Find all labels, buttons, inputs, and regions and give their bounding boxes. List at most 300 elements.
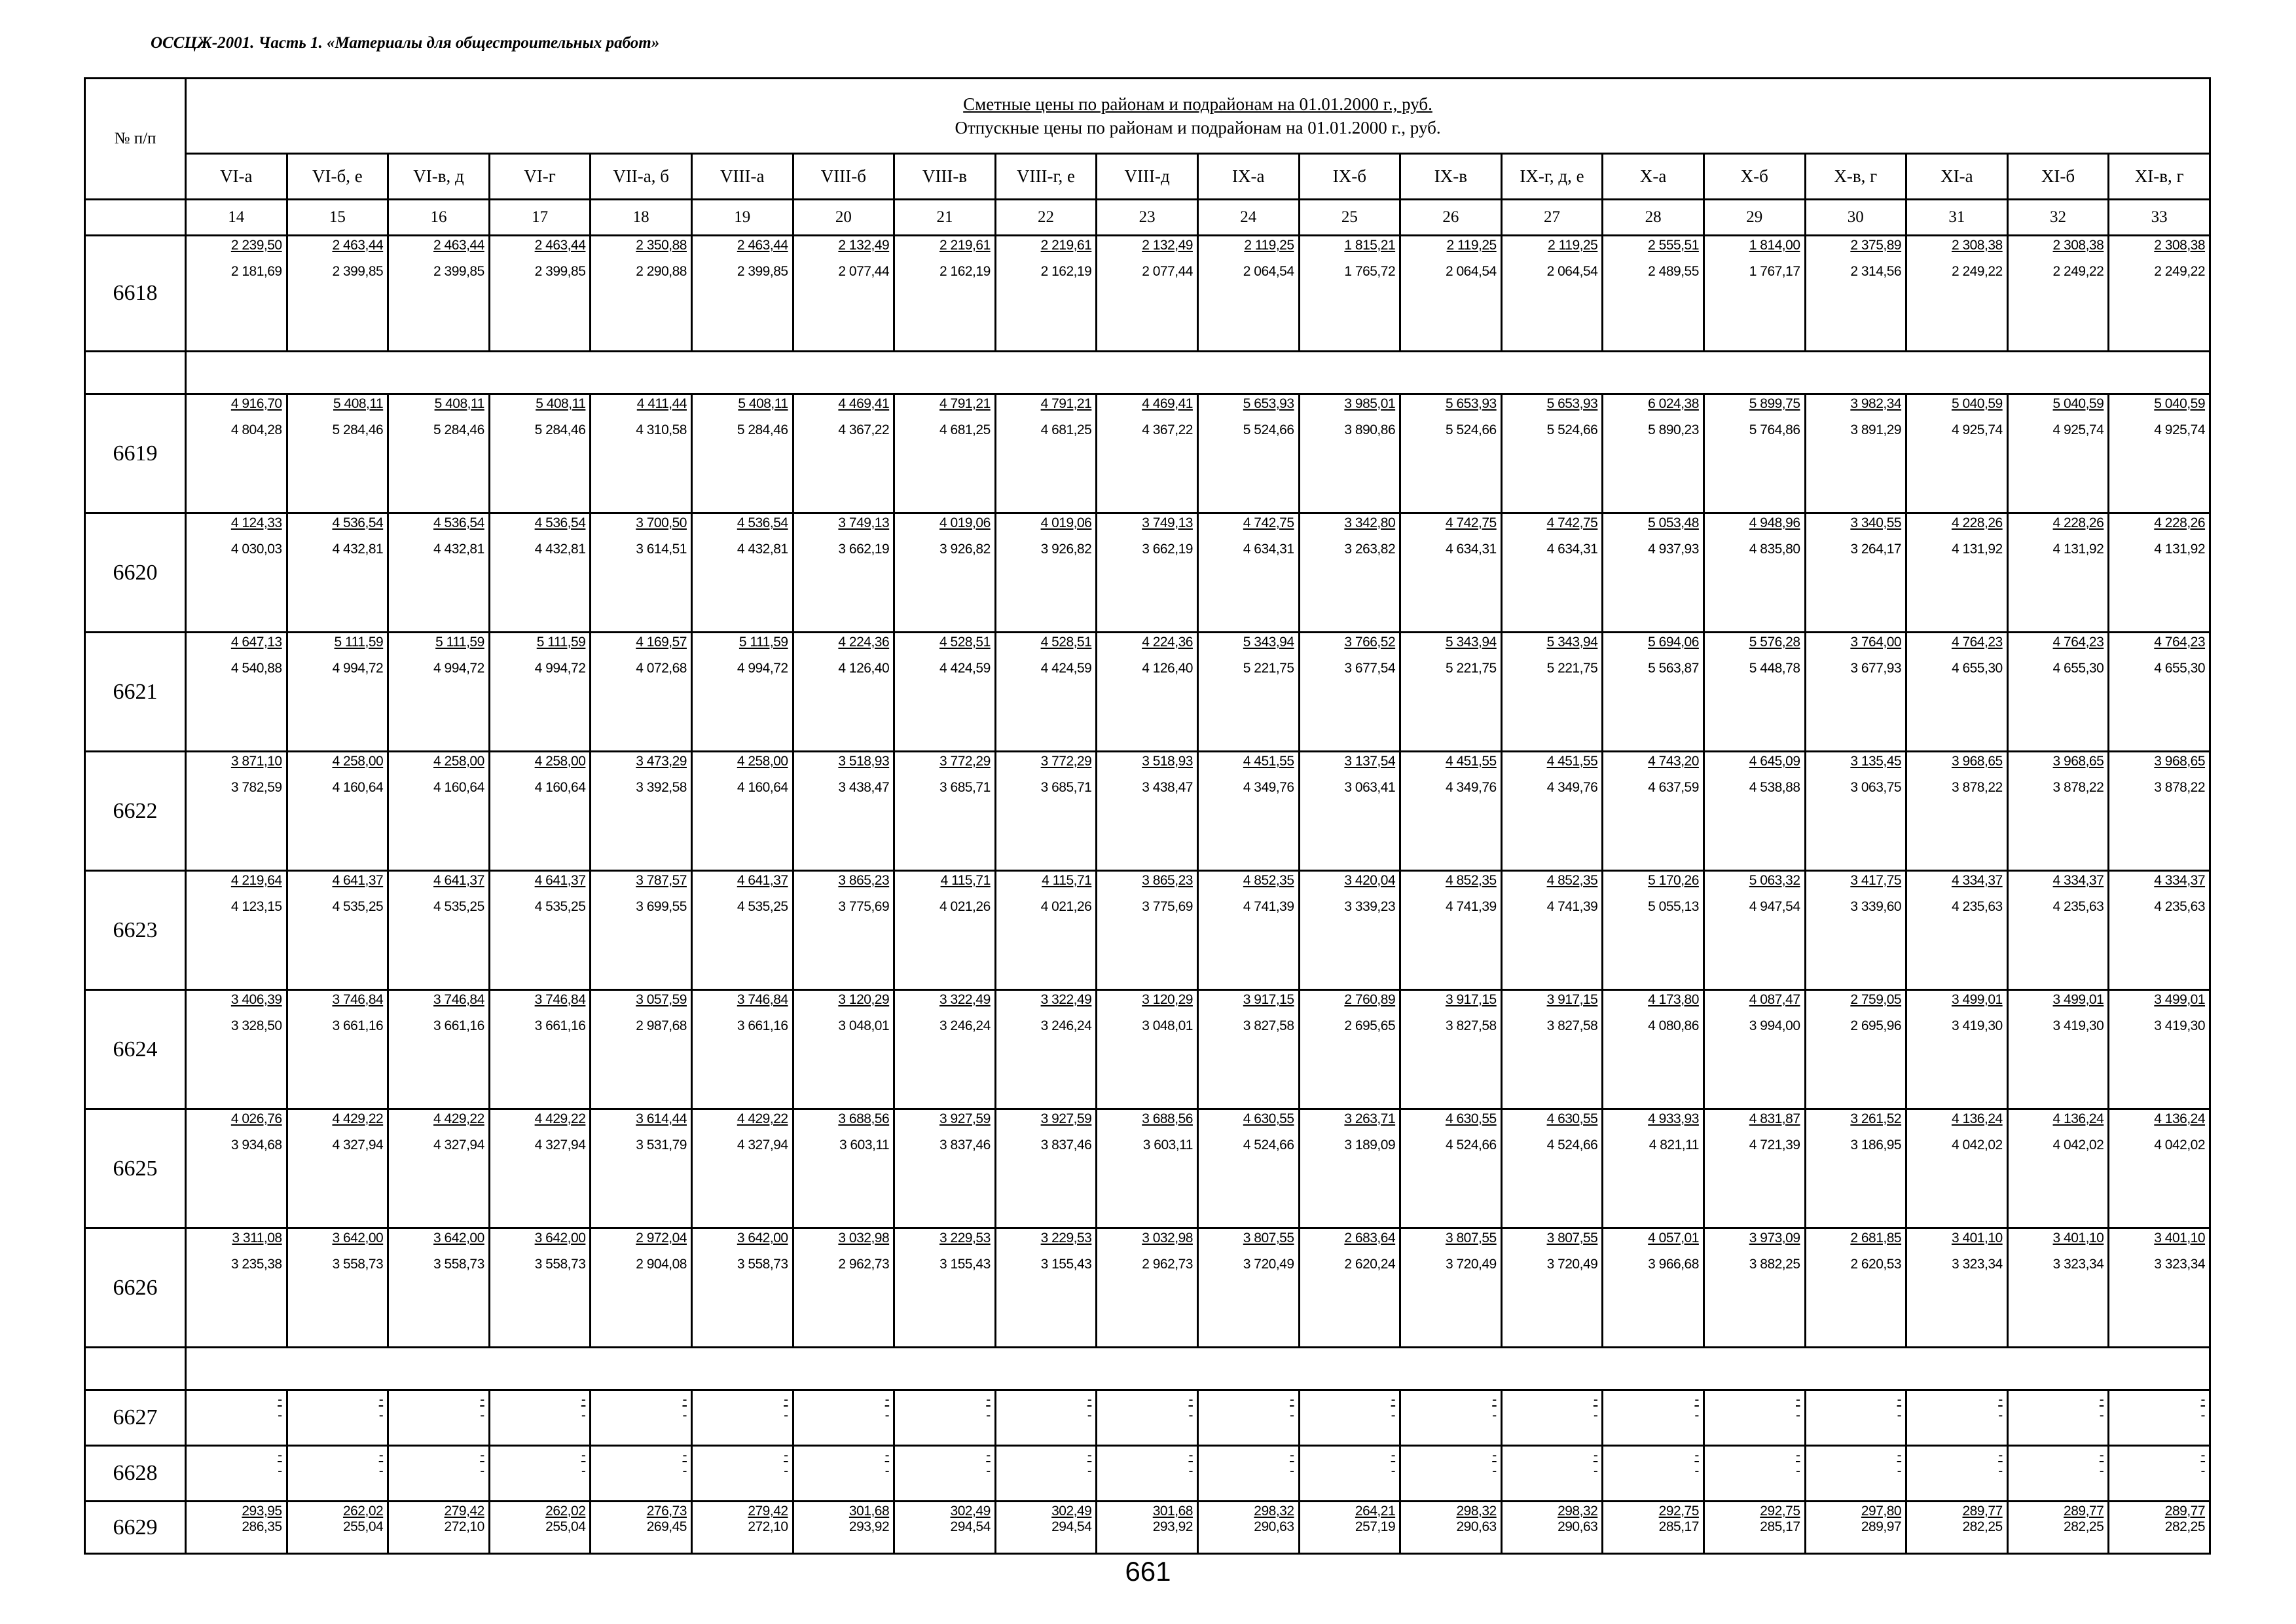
price-cell: [591, 1446, 692, 1502]
release-price: 2 962,73: [838, 1257, 890, 1272]
release-price: 5 890,23: [1648, 422, 1699, 437]
estimate-price: -: [1391, 1392, 1396, 1407]
release-price: 4 655,30: [2154, 661, 2206, 676]
estimate-price: 3 499,01: [2052, 992, 2104, 1007]
price-cell: [1400, 871, 1502, 990]
release-price: 3 438,47: [838, 780, 890, 795]
price-cell: [1603, 990, 1704, 1109]
estimate-price: 4 411,44: [636, 396, 687, 411]
estimate-price: 2 132,49: [838, 238, 890, 253]
estimate-price: -: [1593, 1392, 1598, 1407]
estimate-price: 4 764,23: [1951, 635, 2003, 650]
price-cell: [1603, 236, 1704, 352]
release-price: -: [278, 1408, 282, 1423]
release-price: -: [2099, 1408, 2104, 1423]
price-cell: [1299, 394, 1400, 513]
column-header-region: X-а: [1603, 154, 1704, 200]
price-cell: [1501, 513, 1603, 633]
price-cell: [287, 990, 388, 1109]
estimate-price: 4 528,51: [1040, 635, 1092, 650]
estimate-price: 3 642,00: [737, 1230, 788, 1246]
price-cell: [1097, 990, 1198, 1109]
release-price: 3 323,34: [1951, 1257, 2003, 1272]
price-cell: [2109, 1446, 2210, 1502]
release-price: 4 655,30: [1951, 661, 2003, 676]
release-price: 4 637,59: [1648, 780, 1699, 795]
column-number: 30: [1805, 200, 1906, 236]
price-cell: [1197, 990, 1299, 1109]
estimate-price: 3 263,71: [1344, 1111, 1396, 1126]
release-price: 4 235,63: [1951, 899, 2003, 914]
estimate-price: 3 807,55: [1243, 1230, 1294, 1246]
price-cell: [1906, 513, 2008, 633]
price-cell: [1805, 871, 1906, 990]
release-price: 3 882,25: [1749, 1257, 1800, 1272]
column-header-region: XI-а: [1906, 154, 2008, 200]
release-price: 4 424,59: [1040, 661, 1092, 676]
release-price: 2 064,54: [1546, 264, 1598, 279]
release-price: -: [682, 1464, 687, 1479]
estimate-price: 5 343,94: [1445, 635, 1497, 650]
release-price: 3 827,58: [1445, 1018, 1497, 1033]
estimate-price: 4 429,22: [332, 1111, 384, 1126]
estimate-price: 4 743,20: [1648, 754, 1699, 769]
release-price: 5 221,75: [1546, 661, 1598, 676]
estimate-price: 4 429,22: [534, 1111, 586, 1126]
estimate-price: 276,73: [646, 1504, 687, 1519]
estimate-price: 3 917,15: [1546, 992, 1598, 1007]
table-row: [85, 394, 2210, 513]
estimate-price: -: [278, 1392, 282, 1407]
price-cell: [186, 1228, 287, 1348]
price-cell: [489, 1502, 591, 1554]
release-price: 3 339,23: [1344, 899, 1396, 914]
release-price: 3 048,01: [1142, 1018, 1193, 1033]
estimate-price: 262,02: [545, 1504, 586, 1519]
price-cell: [1197, 236, 1299, 352]
estimate-price: -: [1290, 1448, 1294, 1463]
price-cell: [1906, 1109, 2008, 1228]
estimate-price: 3 401,10: [1951, 1230, 2003, 1246]
release-price: -: [1492, 1408, 1497, 1423]
release-price: 3 323,34: [2154, 1257, 2206, 1272]
estimate-price: 289,77: [2064, 1504, 2104, 1519]
estimate-price: 4 641,37: [534, 873, 586, 888]
price-cell: [388, 513, 490, 633]
estimate-price: -: [2200, 1448, 2206, 1463]
estimate-price: 4 469,41: [838, 396, 890, 411]
row-number: 6629: [85, 1502, 186, 1554]
price-cell: [1906, 394, 2008, 513]
price-cell: [691, 1228, 793, 1348]
price-cell: [1299, 1109, 1400, 1228]
release-price: -: [1998, 1408, 2003, 1423]
release-price: 4 349,76: [1243, 780, 1294, 795]
estimate-price: 3 642,00: [534, 1230, 586, 1246]
price-cell: [894, 1390, 996, 1446]
price-cell: [1097, 752, 1198, 871]
release-price: -: [1188, 1408, 1193, 1423]
price-cell: [1603, 1390, 1704, 1446]
price-cell: [1704, 1502, 1805, 1554]
estimate-price: 4 334,37: [1951, 873, 2003, 888]
release-price: -: [1796, 1464, 1800, 1479]
price-cell: [1704, 394, 1805, 513]
price-cell: [186, 1109, 287, 1228]
release-price: 4 123,15: [230, 899, 282, 914]
column-number: 18: [591, 200, 692, 236]
release-price: 4 021,26: [1040, 899, 1092, 914]
price-cell: [1400, 1502, 1502, 1554]
release-price: 4 937,93: [1648, 542, 1699, 557]
price-cell: [1603, 871, 1704, 990]
price-cell: [591, 752, 692, 871]
release-price: 4 535,25: [332, 899, 384, 914]
estimate-price: 3 787,57: [636, 873, 687, 888]
estimate-price: 3 917,15: [1243, 992, 1294, 1007]
price-cell: [1906, 1390, 2008, 1446]
estimate-price: 4 124,33: [230, 515, 282, 530]
price-cell: [388, 752, 490, 871]
release-price: -: [1087, 1408, 1092, 1423]
price-cell: [1097, 236, 1198, 352]
price-cell: [1197, 394, 1299, 513]
price-cell: [1704, 990, 1805, 1109]
column-number: 21: [894, 200, 996, 236]
price-cell: [2007, 1446, 2109, 1502]
estimate-price: 3 342,80: [1344, 515, 1396, 530]
release-price: -: [1290, 1408, 1294, 1423]
column-header-region: VI-а: [186, 154, 287, 200]
release-price: 4 524,66: [1445, 1137, 1497, 1153]
price-cell: [2007, 236, 2109, 352]
price-cell: [489, 871, 591, 990]
release-price: 3 661,16: [332, 1018, 384, 1033]
release-price: 3 063,75: [1850, 780, 1902, 795]
estimate-price: 4 228,26: [2052, 515, 2104, 530]
price-cell: [1704, 513, 1805, 633]
price-cell: [1299, 1228, 1400, 1348]
price-cell: [287, 513, 388, 633]
estimate-price: 4 219,64: [230, 873, 282, 888]
price-cell: [2109, 1502, 2210, 1554]
estimate-price: -: [884, 1392, 890, 1407]
release-price: -: [2200, 1464, 2206, 1479]
release-price: 4 925,74: [2154, 422, 2206, 437]
spacer-cell-number: [85, 352, 186, 394]
price-cell: [1805, 1228, 1906, 1348]
release-price: 2 620,53: [1850, 1257, 1902, 1272]
estimate-price: 3 746,84: [433, 992, 484, 1007]
release-price: 3 775,69: [838, 899, 890, 914]
estimate-price: 2 683,64: [1344, 1230, 1396, 1246]
estimate-price: 1 814,00: [1749, 238, 1800, 253]
release-price: 3 994,00: [1749, 1018, 1800, 1033]
price-cell: [2109, 1390, 2210, 1446]
release-price: 3 189,09: [1344, 1137, 1396, 1153]
release-price: 3 235,38: [230, 1257, 282, 1272]
release-price: 4 804,28: [230, 422, 282, 437]
release-price: 2 962,73: [1142, 1257, 1193, 1272]
release-price: 3 063,41: [1344, 780, 1396, 795]
release-price: 3 603,11: [1142, 1137, 1193, 1153]
release-price: 4 126,40: [1142, 661, 1193, 676]
release-price: 4 835,80: [1749, 542, 1800, 557]
estimate-price: 302,49: [950, 1504, 991, 1519]
estimate-price: 2 681,85: [1850, 1230, 1902, 1246]
estimate-price: 3 261,52: [1850, 1111, 1902, 1126]
column-number-blank: [85, 200, 186, 236]
price-cell: [287, 1228, 388, 1348]
price-cell: [1197, 1228, 1299, 1348]
release-price: 2 181,69: [230, 264, 282, 279]
release-price: 3 934,68: [230, 1137, 282, 1153]
price-cell: [995, 1390, 1097, 1446]
release-price: 4 160,64: [433, 780, 484, 795]
release-price: 3 603,11: [839, 1137, 890, 1153]
release-price: 3 558,73: [737, 1257, 788, 1272]
estimate-price: 3 749,13: [1142, 515, 1193, 530]
release-price: 2 249,22: [2154, 264, 2206, 279]
estimate-price: 3 340,55: [1850, 515, 1902, 530]
price-cell: [1805, 633, 1906, 752]
estimate-price: 5 408,11: [434, 396, 484, 411]
price-cell: [1299, 752, 1400, 871]
estimate-price: 4 764,23: [2052, 635, 2104, 650]
price-cell: [591, 513, 692, 633]
release-price: 282,25: [1962, 1519, 2003, 1534]
estimate-price: 3 927,59: [1040, 1111, 1092, 1126]
estimate-price: -: [581, 1392, 586, 1407]
estimate-price: -: [1492, 1448, 1497, 1463]
price-cell: [489, 394, 591, 513]
estimate-price: 5 040,59: [2154, 396, 2206, 411]
release-price: -: [581, 1464, 586, 1479]
price-cell: [1906, 236, 2008, 352]
estimate-price: 3 764,00: [1850, 635, 1902, 650]
release-price: 4 432,81: [332, 542, 384, 557]
document-header-title: ОССЦЖ-2001. Часть 1. «Материалы для общестроительных работ»: [151, 34, 660, 52]
price-cell: [2109, 236, 2210, 352]
estimate-price: 4 026,76: [230, 1111, 282, 1126]
price-cell: [1299, 513, 1400, 633]
release-price: 3 263,82: [1344, 542, 1396, 557]
estimate-price: 3 229,53: [1040, 1230, 1092, 1246]
estimate-price: 3 120,29: [838, 992, 890, 1007]
release-price: 2 249,22: [1951, 264, 2003, 279]
price-cell: [995, 394, 1097, 513]
release-price: -: [1087, 1464, 1092, 1479]
estimate-price: 4 451,55: [1243, 754, 1294, 769]
table-row: [85, 513, 2210, 633]
estimate-price: -: [1694, 1392, 1699, 1407]
price-cell: [388, 990, 490, 1109]
price-cell: [1603, 1228, 1704, 1348]
column-header-region: IX-в: [1400, 154, 1502, 200]
estimate-price: 279,42: [444, 1504, 484, 1519]
table-spacer-row: [85, 352, 2210, 394]
estimate-price: 4 948,96: [1749, 515, 1800, 530]
estimate-price: 3 499,01: [2154, 992, 2206, 1007]
column-number: 17: [489, 200, 591, 236]
price-cell: [591, 1109, 692, 1228]
release-price: -: [480, 1408, 484, 1423]
table-spacer-row: [85, 1348, 2210, 1390]
price-cell: [1704, 752, 1805, 871]
price-cell: [2007, 1109, 2109, 1228]
release-price: -: [682, 1408, 687, 1423]
release-price: 5 221,75: [1243, 661, 1294, 676]
column-number: 16: [388, 200, 490, 236]
price-cell: [894, 1446, 996, 1502]
price-cell: [1906, 752, 2008, 871]
row-number: 6623: [85, 871, 186, 990]
release-price: -: [378, 1408, 384, 1423]
estimate-price: 4 334,37: [2052, 873, 2104, 888]
release-price: 293,92: [848, 1519, 890, 1534]
column-header-region: XI-б: [2007, 154, 2109, 200]
table-row: [85, 1109, 2210, 1228]
estimate-price: -: [581, 1448, 586, 1463]
estimate-price: 3 772,29: [939, 754, 991, 769]
estimate-price: 4 019,06: [939, 515, 991, 530]
price-cell: [591, 871, 692, 990]
estimate-price: 4 831,87: [1749, 1111, 1800, 1126]
release-price: 1 767,17: [1749, 264, 1800, 279]
column-header-region: VIII-а: [691, 154, 793, 200]
release-price: 290,63: [1254, 1519, 1294, 1534]
release-price: 4 126,40: [838, 661, 890, 676]
estimate-price: 5 343,94: [1546, 635, 1598, 650]
price-cell: [489, 1446, 591, 1502]
estimate-price: 2 119,25: [1446, 238, 1497, 253]
estimate-price: 4 641,37: [332, 873, 384, 888]
release-price: 4 235,63: [2052, 899, 2104, 914]
estimate-price: 4 630,55: [1243, 1111, 1294, 1126]
estimate-price: -: [1796, 1448, 1800, 1463]
release-price: 4 349,76: [1546, 780, 1598, 795]
release-price: 272,10: [444, 1519, 484, 1534]
estimate-price: -: [278, 1448, 282, 1463]
column-header-number: № п/п: [85, 79, 186, 200]
release-price: 2 249,22: [2052, 264, 2104, 279]
release-price: -: [784, 1464, 788, 1479]
estimate-price: 3 700,50: [636, 515, 687, 530]
release-price: 4 655,30: [2052, 661, 2104, 676]
price-cell: [1400, 394, 1502, 513]
column-number: 29: [1704, 200, 1805, 236]
price-cell: [894, 633, 996, 752]
price-cell: [691, 394, 793, 513]
estimate-price: 5 899,75: [1749, 396, 1800, 411]
release-price: 3 264,17: [1850, 542, 1902, 557]
estimate-price: 3 229,53: [939, 1230, 991, 1246]
estimate-price: 3 473,29: [636, 754, 687, 769]
price-cell: [591, 1390, 692, 1446]
estimate-price: 2 308,38: [2154, 238, 2206, 253]
release-price: 255,04: [342, 1519, 384, 1534]
estimate-price: 3 420,04: [1344, 873, 1396, 888]
estimate-price: 4 528,51: [939, 635, 991, 650]
price-cell: [793, 871, 894, 990]
release-price: -: [784, 1408, 788, 1423]
release-price: 4 042,02: [2052, 1137, 2104, 1153]
estimate-price: 5 053,48: [1648, 515, 1699, 530]
release-price: 4 327,94: [737, 1137, 788, 1153]
column-number: 19: [691, 200, 793, 236]
column-number: 20: [793, 200, 894, 236]
release-price: 3 558,73: [332, 1257, 384, 1272]
price-cell: [894, 871, 996, 990]
price-cell: [2007, 871, 2109, 990]
price-cell: [1805, 990, 1906, 1109]
estimate-price: 6 024,38: [1648, 396, 1699, 411]
estimate-price: 293,95: [242, 1504, 282, 1519]
price-cell: [894, 990, 996, 1109]
release-price: -: [1492, 1464, 1497, 1479]
price-cell: [691, 633, 793, 752]
release-price: 3 662,19: [1142, 542, 1193, 557]
price-cell: [1299, 236, 1400, 352]
release-price: 3 048,01: [838, 1018, 890, 1033]
release-price: 3 677,93: [1850, 661, 1902, 676]
estimate-price: 5 040,59: [1951, 396, 2003, 411]
column-number: 32: [2007, 200, 2109, 236]
price-cell: [1299, 1446, 1400, 1502]
release-price: -: [2200, 1408, 2206, 1423]
spacer-cell-number: [85, 1348, 186, 1390]
release-price: 3 685,71: [939, 780, 991, 795]
estimate-price: 3 135,45: [1850, 754, 1902, 769]
release-price: 3 720,49: [1445, 1257, 1497, 1272]
price-cell: [1704, 1228, 1805, 1348]
price-cell: [388, 394, 490, 513]
price-cell: [1704, 1446, 1805, 1502]
price-cell: [793, 1390, 894, 1446]
release-price: 4 535,25: [534, 899, 586, 914]
release-price: 4 367,22: [1142, 422, 1193, 437]
release-price: 3 661,16: [433, 1018, 484, 1033]
table-title-estimate-prices: Сметные цены по районам и подрайонам на 01.01.2000 г., руб.: [963, 94, 1432, 114]
estimate-price: 298,32: [1456, 1504, 1497, 1519]
price-cell: [1906, 1228, 2008, 1348]
price-cell: [691, 1390, 793, 1446]
release-price: 5 055,13: [1648, 899, 1699, 914]
estimate-price: -: [1897, 1448, 1902, 1463]
price-cell: [1400, 1228, 1502, 1348]
price-cell: [1805, 1390, 1906, 1446]
estimate-price: 301,68: [848, 1504, 890, 1519]
release-price: -: [1593, 1408, 1598, 1423]
price-cell: [1197, 1446, 1299, 1502]
estimate-price: 4 852,35: [1546, 873, 1598, 888]
price-cell: [1501, 1502, 1603, 1554]
release-price: 4 310,58: [636, 422, 687, 437]
estimate-price: 4 916,70: [230, 396, 282, 411]
column-number: 25: [1299, 200, 1400, 236]
release-price: 3 662,19: [838, 542, 890, 557]
column-number: 23: [1097, 200, 1198, 236]
estimate-price: 4 019,06: [1040, 515, 1092, 530]
price-cell: [2007, 1502, 2109, 1554]
price-cell: [995, 1502, 1097, 1554]
release-price: 3 186,95: [1850, 1137, 1902, 1153]
release-price: -: [1391, 1464, 1396, 1479]
price-cell: [1299, 871, 1400, 990]
price-cell: [1501, 1228, 1603, 1348]
estimate-price: 279,42: [748, 1504, 788, 1519]
release-price: 4 042,02: [1951, 1137, 2003, 1153]
